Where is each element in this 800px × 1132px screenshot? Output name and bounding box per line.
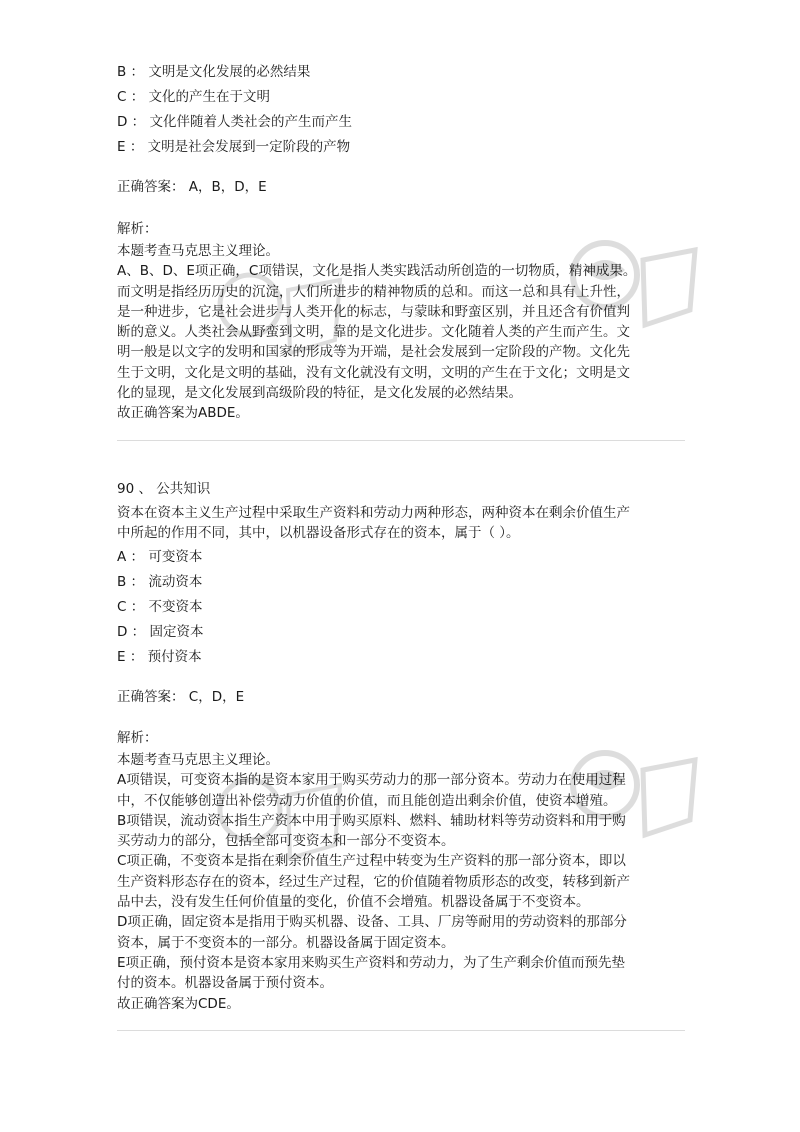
q90-analysis-line: 资本，属于不变资本的一部分。机器设备属于固定资本。 (117, 934, 455, 951)
q90-option-d: D ： 固定资本 (117, 624, 204, 640)
q90-analysis-line: D项正确，固定资本是指用于购买机器、设备、工具、厂房等耐用的劳动资料的那部分 (117, 914, 627, 931)
q90-analysis-line: A项错误，可变资本指的是资本家用于购买劳动力的那一部分资本。劳动力在使用过程 (117, 772, 626, 789)
q89-analysis-line: 化的显现，是文化发展到高级阶段的特征，是文化发展的必然结果。 (117, 385, 522, 402)
q90-analysis-line: 品中去，没有发生任何价值量的变化，价值不会增殖。机器设备属于不变资本。 (117, 894, 590, 911)
q90-analysis-line: B项错误，流动资本指生产资本中用于购买原料、燃料、辅助材料等劳动资料和用于购 (117, 812, 626, 829)
q89-analysis (117, 241, 685, 424)
q90-stem (117, 503, 685, 544)
q90-analysis-line: 买劳动力的部分，包括全部可变资本和一部分不变资本。 (117, 833, 455, 850)
q90-option-b: B ： 流动资本 (117, 574, 203, 590)
q89-analysis-line: 生于文明，文化是文明的基础，没有文化就没有文明，文明的产生在于文化；文明是文 (117, 364, 630, 381)
q89-analysis-label: 解析： (117, 221, 158, 237)
q90-analysis-line: C项正确，不变资本是指在剩余价值生产过程中转变为生产资料的那一部分资本，即以 (117, 853, 626, 870)
q90-analysis-label: 解析： (117, 730, 158, 746)
section-divider (117, 1030, 685, 1031)
q89-option-d: D ： 文化伴随着人类社会的产生而产生 (117, 114, 352, 130)
q90-analysis (117, 750, 685, 1014)
q90-answer: 正确答案： C，D，E (117, 689, 245, 705)
q89-analysis-line: 本题考查马克思主义理论。 (117, 243, 279, 259)
q90-analysis-line: 生产资料形态存在的资本，经过生产过程，它的价值随着物质形态的改变，转移到新产 (117, 873, 630, 890)
q90-analysis-line: E项正确，预付资本是资本家用来购买生产资料和劳动力，为了生产剩余价值而预先垫 (117, 954, 626, 971)
q89-option-c: C ： 文化的产生在于文明 (117, 89, 271, 105)
q90-option-a: A ： 可变资本 (117, 549, 203, 565)
q89-analysis-line: 是一种进步，它是社会进步与人类开化的标志，与蒙昧和野蛮区别，并且还含有价值判 (117, 303, 630, 320)
q89-option-e: E ： 文明是社会发展到一定阶段的产物 (117, 139, 351, 155)
q89-analysis-line: 断的意义。人类社会从野蛮到文明，靠的是文化进步。文化随着人类的产生而产生。文 (117, 324, 630, 341)
q90-analysis-line: 中，不仅能够创造出补偿劳动力价值的价值，而且能创造出剩余价值，使资本增殖。 (117, 792, 617, 809)
q90-analysis-line: 故正确答案为CDE。 (117, 995, 240, 1012)
q90-analysis-line: 付的资本。机器设备属于预付资本。 (117, 975, 333, 992)
q90-analysis-line: 本题考查马克思主义理论。 (117, 752, 279, 768)
q89-analysis-line: 故正确答案为ABDE。 (117, 405, 249, 422)
q89-option-b: B ： 文明是文化发展的必然结果 (117, 64, 311, 80)
q90-option-e: E ： 预付资本 (117, 649, 202, 665)
q90-stem-line: 资本在资本主义生产过程中采取生产资料和劳动力两种形态，两种资本在剩余价值生产 (117, 505, 630, 521)
q90-stem-line: 中所起的作用不同，其中，以机器设备形式存在的资本，属于（ ）。 (117, 525, 520, 542)
q90-header: 90 、 公共知识 (117, 481, 211, 497)
q89-analysis-line: 而文明是指经历历史的沉淀，人们所进步的精神物质的总和。而这一总和具有上升性， (117, 283, 630, 300)
q90-option-c: C ： 不变资本 (117, 599, 203, 615)
section-divider (117, 440, 685, 441)
q89-answer: 正确答案： A，B，D，E (117, 179, 267, 195)
q89-analysis-line: 明一般是以文字的发明和国家的形成等为开端，是社会发展到一定阶段的产物。文化先 (117, 344, 630, 361)
q89-analysis-line: A、B、D、E项正确，C项错误，文化是指人类实践活动所创造的一切物质，精神成果。 (117, 263, 637, 280)
